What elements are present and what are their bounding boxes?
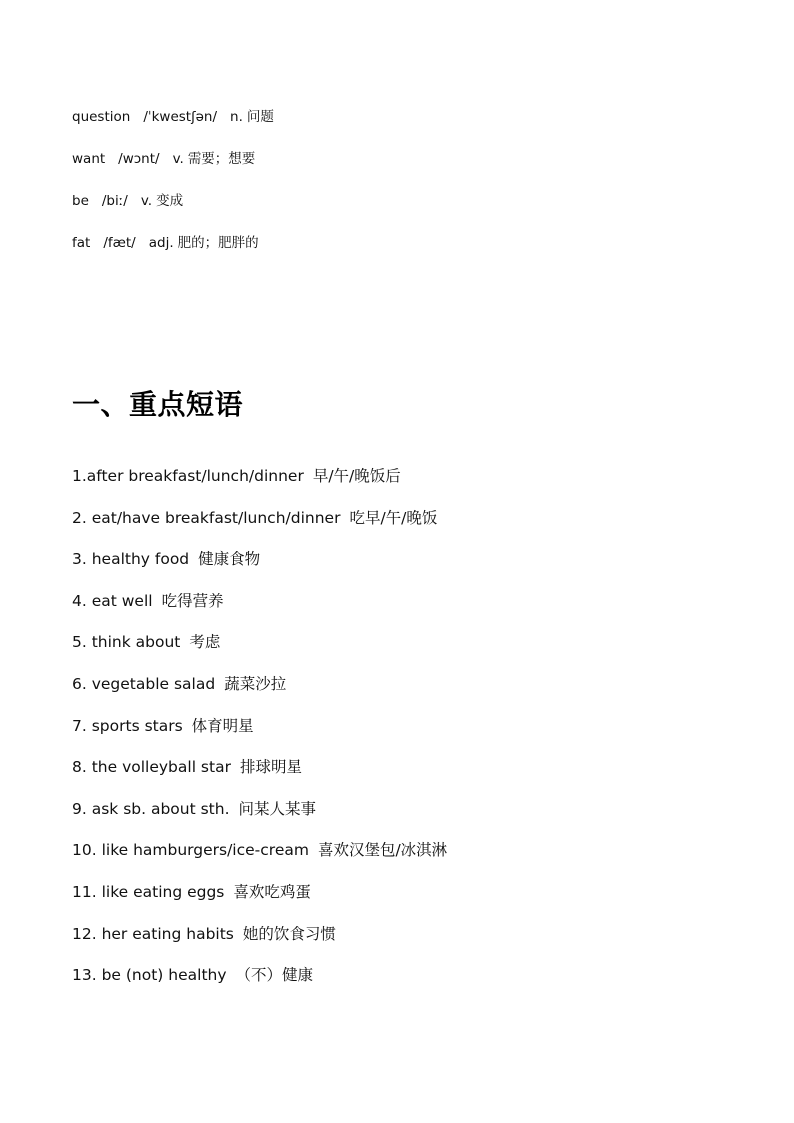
vocab-phonetic: /wɔnt/ [118, 151, 160, 167]
phrase-english: 9. ask sb. about sth. [72, 799, 230, 818]
phrase-item [72, 631, 447, 673]
vocab-word: want [72, 151, 106, 167]
phrase-english: 3. healthy food [72, 550, 190, 569]
phrase-chinese: 健康食物 [198, 550, 261, 569]
phrase-english: 12. her eating habits [72, 924, 234, 943]
vocab-word: be [72, 193, 89, 209]
phrase-english: 13. be (not) healthy [72, 966, 227, 985]
phrase-item [72, 923, 447, 965]
phrase-chinese: 考虑 [189, 633, 221, 652]
phrase-english: 5. think about [72, 633, 181, 652]
phrase-item [72, 756, 447, 798]
phrase-chinese: 问某人某事 [238, 799, 317, 818]
phrase-english: 7. sports stars [72, 716, 183, 735]
phrase-english: 1.after breakfast/lunch/dinner [72, 467, 304, 485]
phrase-chinese: 排球明星 [239, 758, 302, 777]
phrase-english: 8. the volleyball star [72, 758, 231, 777]
phrase-chinese: 喜欢汉堡包/冰淇淋 [317, 841, 448, 860]
vocab-meaning: 问题 [246, 109, 274, 125]
section-heading-key-phrases: 一、重点短语 [72, 388, 244, 421]
vocab-phonetic: /ˈkwestʃən/ [143, 109, 218, 125]
vocab-phonetic: /biː/ [101, 193, 128, 209]
phrase-item [72, 839, 447, 881]
vocab-part-of-speech: v. [140, 193, 153, 209]
phrase-english: 6. vegetable salad [72, 674, 216, 693]
phrase-english: 4. eat well [72, 591, 153, 610]
vocab-entry-question [72, 107, 274, 149]
vocab-entry-be [72, 191, 274, 233]
key-phrases-list [72, 465, 447, 1006]
phrase-item [72, 715, 447, 757]
phrase-item [72, 798, 447, 840]
phrase-chinese: 吃早/午/晚饭 [349, 508, 438, 527]
vocab-entry-fat [72, 233, 274, 275]
phrase-english: 10. like hamburgers/ice-cream [72, 841, 309, 860]
vocab-phonetic: /fæt/ [103, 235, 136, 251]
phrase-chinese: （不）健康 [235, 966, 314, 985]
vocab-part-of-speech: adj. [148, 235, 174, 251]
phrase-item [72, 548, 447, 590]
vocab-entry-want [72, 149, 274, 191]
vocab-meaning: 肥的；肥胖的 [177, 235, 259, 251]
phrase-chinese: 吃得营养 [161, 591, 224, 610]
phrase-chinese: 体育明星 [191, 716, 254, 735]
phrase-item [72, 673, 447, 715]
vocab-meaning: 需要；想要 [187, 151, 256, 167]
phrase-chinese: 蔬菜沙拉 [224, 674, 287, 693]
vocab-meaning: 变成 [156, 193, 184, 209]
vocab-part-of-speech: n. [230, 109, 243, 125]
phrase-item [72, 964, 447, 1006]
vocab-word: question [72, 109, 131, 125]
phrase-chinese: 她的饮食习惯 [242, 924, 336, 943]
phrase-chinese: 喜欢吃鸡蛋 [233, 882, 311, 901]
vocab-word: fat [72, 235, 91, 251]
phrase-item [72, 507, 447, 549]
phrase-chinese: 早/午/晚饭后 [312, 467, 401, 485]
phrase-item [72, 590, 447, 632]
vocab-part-of-speech: v. [172, 151, 184, 167]
phrase-item [72, 881, 447, 923]
phrase-item [72, 465, 447, 507]
phrase-english: 2. eat/have breakfast/lunch/dinner [72, 508, 341, 527]
vocabulary-list [72, 107, 274, 275]
phrase-english: 11. like eating eggs [72, 882, 225, 901]
